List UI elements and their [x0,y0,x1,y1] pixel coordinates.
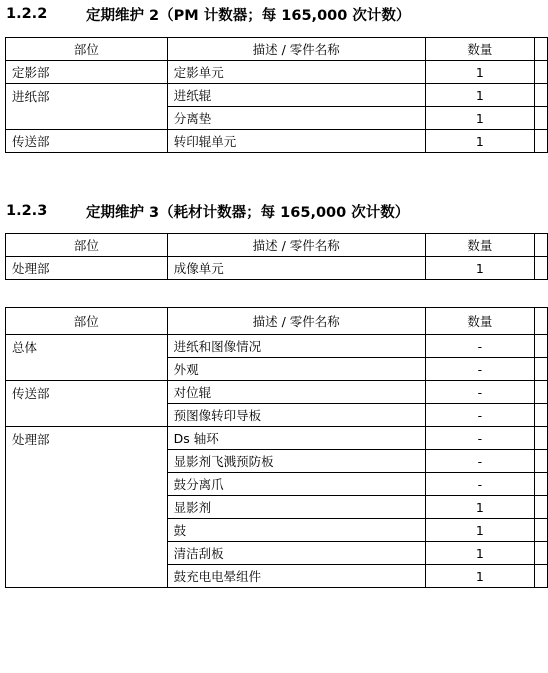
row-stub [534,427,547,450]
header-qty: 数量 [425,234,534,257]
row-stub [534,519,547,542]
table-row [6,335,548,358]
row-desc: 转印辊单元 [167,130,425,153]
header-desc: 描述 / 零件名称 [167,234,425,257]
row-stub [534,542,547,565]
row-qty: 1 [425,519,534,542]
row-part: 定影部 [6,61,168,84]
row-qty: 1 [425,542,534,565]
row-desc: 显影剂 [167,496,425,519]
table-header-row [6,234,548,257]
header-part: 部位 [6,234,168,257]
row-qty: - [425,427,534,450]
header-qty: 数量 [425,308,534,335]
row-stub [534,84,547,107]
header-desc: 描述 / 零件名称 [167,308,425,335]
row-stub [534,404,547,427]
row-qty: - [425,473,534,496]
header-part: 部位 [6,38,168,61]
row-stub [534,565,547,588]
row-stub [534,381,547,404]
header-qty: 数量 [425,38,534,61]
row-qty: 1 [425,565,534,588]
section-title: 定期维护 3（耗材计数器；每 165,000 次计数） [86,204,410,221]
row-desc: 清洁刮板 [167,542,425,565]
row-desc: 显影剂飞溅预防板 [167,450,425,473]
row-qty: - [425,335,534,358]
header-stub [534,234,547,257]
section-title: 定期维护 2（PM 计数器；每 165,000 次计数） [86,7,411,24]
row-desc: 鼓 [167,519,425,542]
row-stub [534,61,547,84]
header-stub [534,38,547,61]
row-qty: 1 [425,84,534,107]
row-stub [534,130,547,153]
row-qty: 1 [425,496,534,519]
row-qty: 1 [425,130,534,153]
row-stub [534,358,547,381]
row-desc: 进纸辊 [167,84,425,107]
row-stub [534,473,547,496]
row-stub [534,450,547,473]
row-desc: 分离垫 [167,107,425,130]
table-header-row [6,308,548,335]
row-stub [534,496,547,519]
table-row [6,84,548,107]
row-qty: 1 [425,107,534,130]
row-desc: Ds 轴环 [167,427,425,450]
row-desc: 鼓分离爪 [167,473,425,496]
section-heading-1-2-3 [6,201,409,221]
row-qty: 1 [425,257,534,280]
row-qty: 1 [425,61,534,84]
table-row [6,427,548,450]
row-part: 传送部 [6,130,168,153]
row-qty: - [425,450,534,473]
row-part: 进纸部 [6,84,168,130]
table-row [6,381,548,404]
table-row [6,257,548,280]
maintenance-table-consumables [5,233,548,280]
row-stub [534,107,547,130]
row-desc: 进纸和图像情况 [167,335,425,358]
row-desc: 鼓充电电晕组件 [167,565,425,588]
maintenance-table-pm [5,37,548,153]
row-desc: 预图像转印导板 [167,404,425,427]
row-desc: 成像单元 [167,257,425,280]
row-stub [534,257,547,280]
section-number: 1.2.3 [6,203,48,219]
table-header-row [6,38,548,61]
inspection-table [5,307,548,588]
table-row [6,61,548,84]
header-desc: 描述 / 零件名称 [167,38,425,61]
section-number: 1.2.2 [6,6,48,22]
header-part: 部位 [6,308,168,335]
row-qty: - [425,404,534,427]
row-desc: 对位辊 [167,381,425,404]
row-part: 处理部 [6,257,168,280]
header-stub [534,308,547,335]
row-qty: - [425,358,534,381]
row-part: 传送部 [6,381,168,427]
row-part: 总体 [6,335,168,381]
section-heading-1-2-2 [6,4,410,24]
table-row [6,130,548,153]
row-stub [534,335,547,358]
row-part: 处理部 [6,427,168,588]
row-desc: 外观 [167,358,425,381]
row-qty: - [425,381,534,404]
row-desc: 定影单元 [167,61,425,84]
